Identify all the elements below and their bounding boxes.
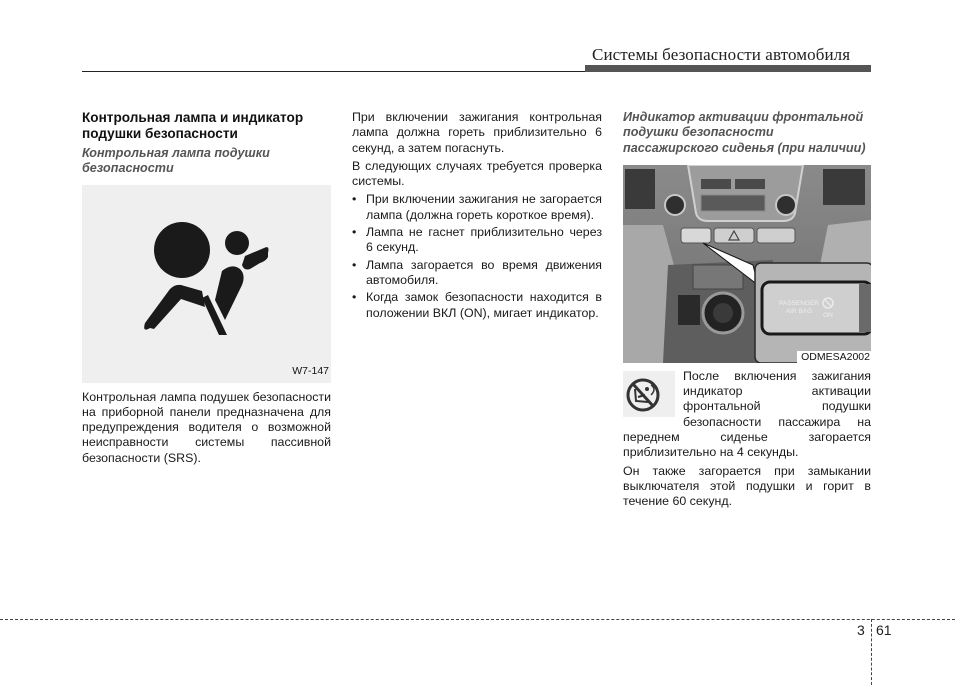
photo-code: ODMESA2002 <box>797 351 871 363</box>
page-number: 61 <box>876 622 892 638</box>
passenger-airbag-off-icon <box>623 371 675 417</box>
bullet-icon: • <box>352 257 357 272</box>
right-column <box>623 110 871 513</box>
list-item <box>352 192 602 223</box>
list-item-text: При включении зажигания не загорается лампа (должна гореть короткое время). <box>366 192 602 222</box>
header-rule <box>82 71 587 72</box>
list-item <box>352 290 602 321</box>
check-conditions-list <box>352 192 602 320</box>
airbag-warning-icon <box>82 185 331 383</box>
middle-column <box>352 110 602 323</box>
list-item-text: Лампа загорается во время движения автомобиля. <box>366 257 602 287</box>
switch-label: PASSENGER <box>779 299 819 307</box>
chapter-number: 3 <box>857 622 865 638</box>
body-paragraph: Он также загорается при замыкании выключателя этой подушки и горит в течение 60 секунд. <box>623 463 871 509</box>
list-item <box>352 258 602 289</box>
bullet-icon: • <box>352 225 357 240</box>
body-paragraph: В следующих случаях требуется проверка системы. <box>352 158 602 189</box>
list-item-text: Когда замок безопасности находится в положении ВКЛ (ON), мигает индикатор. <box>366 290 602 320</box>
bullet-icon: • <box>352 192 357 207</box>
left-column <box>82 110 331 469</box>
subsection-title: Индикатор активации фронтальной подушки безопасности пассажирского сиденья (при наличии) <box>623 110 866 155</box>
body-paragraph: Контрольная лампа подушек безопасности на приборной панели предназначена для предупреждения водителя о возможной неисправности системы пассивной безопасности (SRS). <box>82 389 331 465</box>
list-item <box>352 225 602 256</box>
figure-code: W7-147 <box>292 365 329 378</box>
subsection-title: Контрольная лампа подушки безопасности <box>82 146 270 176</box>
bullet-icon: • <box>352 290 357 305</box>
page-header-title: Системы безопасности автомобиля <box>592 45 851 64</box>
switch-state-label: ON <box>823 311 833 319</box>
list-item-text: Лампа не гаснет приблизительно через 6 секунд. <box>366 225 602 255</box>
section-title: Контрольная лампа и индикатор подушки безопасности <box>82 110 304 141</box>
indicator-description <box>623 369 871 510</box>
dashboard-console-illustration <box>623 165 871 363</box>
footer-vertical-dashed-rule <box>871 619 872 685</box>
airbag-warning-figure <box>82 185 331 383</box>
dashboard-photo <box>623 165 871 363</box>
passenger-airbag-off-indicator <box>623 371 675 417</box>
footer-dashed-rule <box>0 619 955 620</box>
body-paragraph: При включении зажигания контрольная лампа должна гореть приблизительно 6 секунд, а затем погаснуть. <box>352 110 602 155</box>
header-bar <box>585 65 871 72</box>
switch-label: AIR BAG <box>785 307 813 315</box>
body-paragraph: После включения зажигания индикатор активации фронтальной подушки безопасности пассажира на переднем сиденье загорается приблизительно на 4 секунды. <box>623 368 871 460</box>
